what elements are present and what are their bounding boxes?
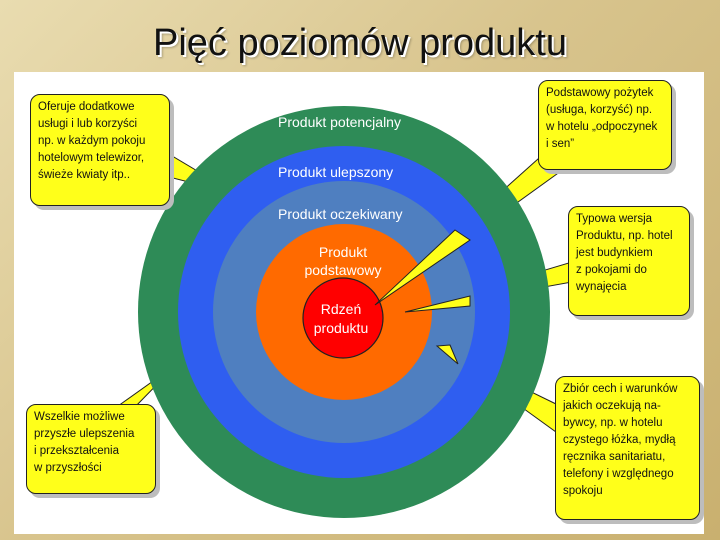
callout-line: jakich oczekują na- — [563, 400, 661, 412]
callout-line: i sen” — [546, 138, 575, 150]
label-rdzen-line1: Rdzeń — [320, 301, 362, 317]
callout-line: Zbiór cech i warunków — [563, 383, 678, 395]
callout-top-right — [538, 80, 672, 170]
callout-line: przyszłe ulepszenia — [34, 428, 135, 440]
callout-top-left — [30, 94, 170, 206]
callout-line: w przyszłości — [34, 462, 102, 474]
callout-line: Produktu, np. hotel — [576, 230, 673, 242]
callout-line: czystego łóżka, mydłą — [563, 434, 676, 446]
callout-bottom-right — [555, 376, 700, 520]
callout-bottom-left — [26, 404, 156, 494]
callout-line: np. w każdym pokoju — [38, 135, 146, 147]
callout-line: spokoju — [563, 485, 603, 497]
callout-mid-right — [568, 206, 690, 316]
callout-line: i przekształcenia — [34, 445, 120, 457]
label-rdzen-line2: produktu — [313, 320, 369, 336]
callout-line: wynajęcia — [576, 281, 627, 293]
label-potencjalny: Produkt potencjalny — [278, 114, 401, 130]
label-ulepszony: Produkt ulepszony — [278, 164, 394, 180]
label-podstawowy-line2: podstawowy — [304, 262, 382, 278]
callout-line: w hotelu „odpoczynek — [546, 121, 658, 133]
callout-line: ręcznika sanitariatu, — [563, 451, 666, 463]
callout-line: telefony i względnego — [563, 468, 674, 480]
callout-line: świeże kwiaty itp.. — [38, 169, 131, 181]
label-oczekiwany: Produkt oczekiwany — [278, 206, 403, 222]
callout-line: usługi i lub korzyści — [38, 118, 138, 130]
callout-line: Typowa wersja — [576, 213, 653, 225]
callout-line: Oferuje dodatkowe — [38, 101, 135, 113]
slide-title: Pięć poziomów produktu — [153, 22, 567, 64]
ring-rdzen — [303, 278, 383, 358]
callout-line: Wszelkie możliwe — [34, 411, 125, 423]
callout-line: z pokojami do — [576, 264, 647, 276]
callout-line: (usługa, korzyść) np. — [546, 104, 653, 116]
callout-line: jest budynkiem — [576, 247, 653, 259]
callout-line: bywcy, np. w hotelu — [563, 417, 663, 429]
callout-line: hotelowym telewizor, — [38, 152, 145, 164]
label-podstawowy-line1: Produkt — [318, 244, 368, 260]
callout-line: Podstawowy pożytek — [546, 87, 654, 99]
